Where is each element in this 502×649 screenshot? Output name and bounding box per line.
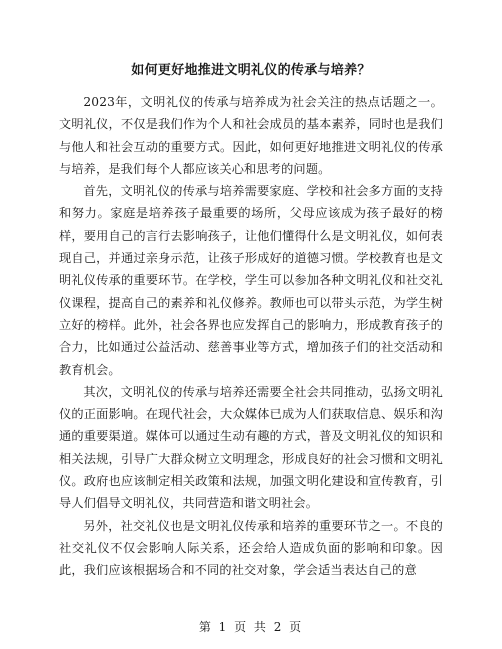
paragraph-intro: 2023年，文明礼仪的传承与培养成为社会关注的热点话题之一。文明礼仪，不仅是我们作为个人和社会成员的基本素养，同时也是我们与他人和社会互动的重要方式。因此，如何更好地推进文明礼仪的传承与培养，是我们每个人都应该关心和思考的问题。 — [59, 95, 443, 176]
document-body — [59, 91, 443, 582]
document-title: 如何更好地推进文明礼仪的传承与培养？ — [131, 63, 371, 78]
paragraph-second: 其次，文明礼仪的传承与培养还需要全社会共同推动，弘扬文明礼仪的正面影响。在现代社会，大众媒体已成为人们获取信息、娱乐和沟通的重要渠道。媒体可以通过生动有趣的方式，普及文明礼仪的知识和相关法规，引导广大群众树立文明理念，形成良好的社会习惯和文明礼仪。政府也应该制定相关政策和法规，加强文明化建设和宣传教育，引导人们倡导文明礼仪，共同营造和谐文明社会。 — [59, 384, 443, 511]
paragraph-third: 另外，社交礼仪也是文明礼仪传承和培养的重要环节之一。不良的社交礼仪不仅会影响人际关系，还会给人造成负面的影响和印象。因此，我们应该根据场合和不同的社交对象，学会适当表达自己的意 — [59, 518, 443, 578]
page-number-footer: 第 1 页 共 2 页 — [198, 620, 304, 634]
paragraph-first: 首先，文明礼仪的传承与培养需要家庭、学校和社会多方面的支持和努力。家庭是培养孩子最重要的场所，父母应该成为孩子最好的榜样，要用自己的言行去影响孩子，让他们懂得什么是文明礼仪，如何表现自己，并通过亲身示范，让孩子形成好的道德习惯。学校教育也是文明礼仪传承的重要环节。在学校，学生可以参加各种文明礼仪和社交礼仪课程，提高自己的素养和礼仪修养。教师也可以带头示范，为学生树立好的榜样。此外，社会各界也应发挥自己的影响力，形成教育孩子的合力，比如通过公益活动、慈善事业等方式，增加孩子们的社交活动和教育机会。 — [59, 184, 443, 377]
